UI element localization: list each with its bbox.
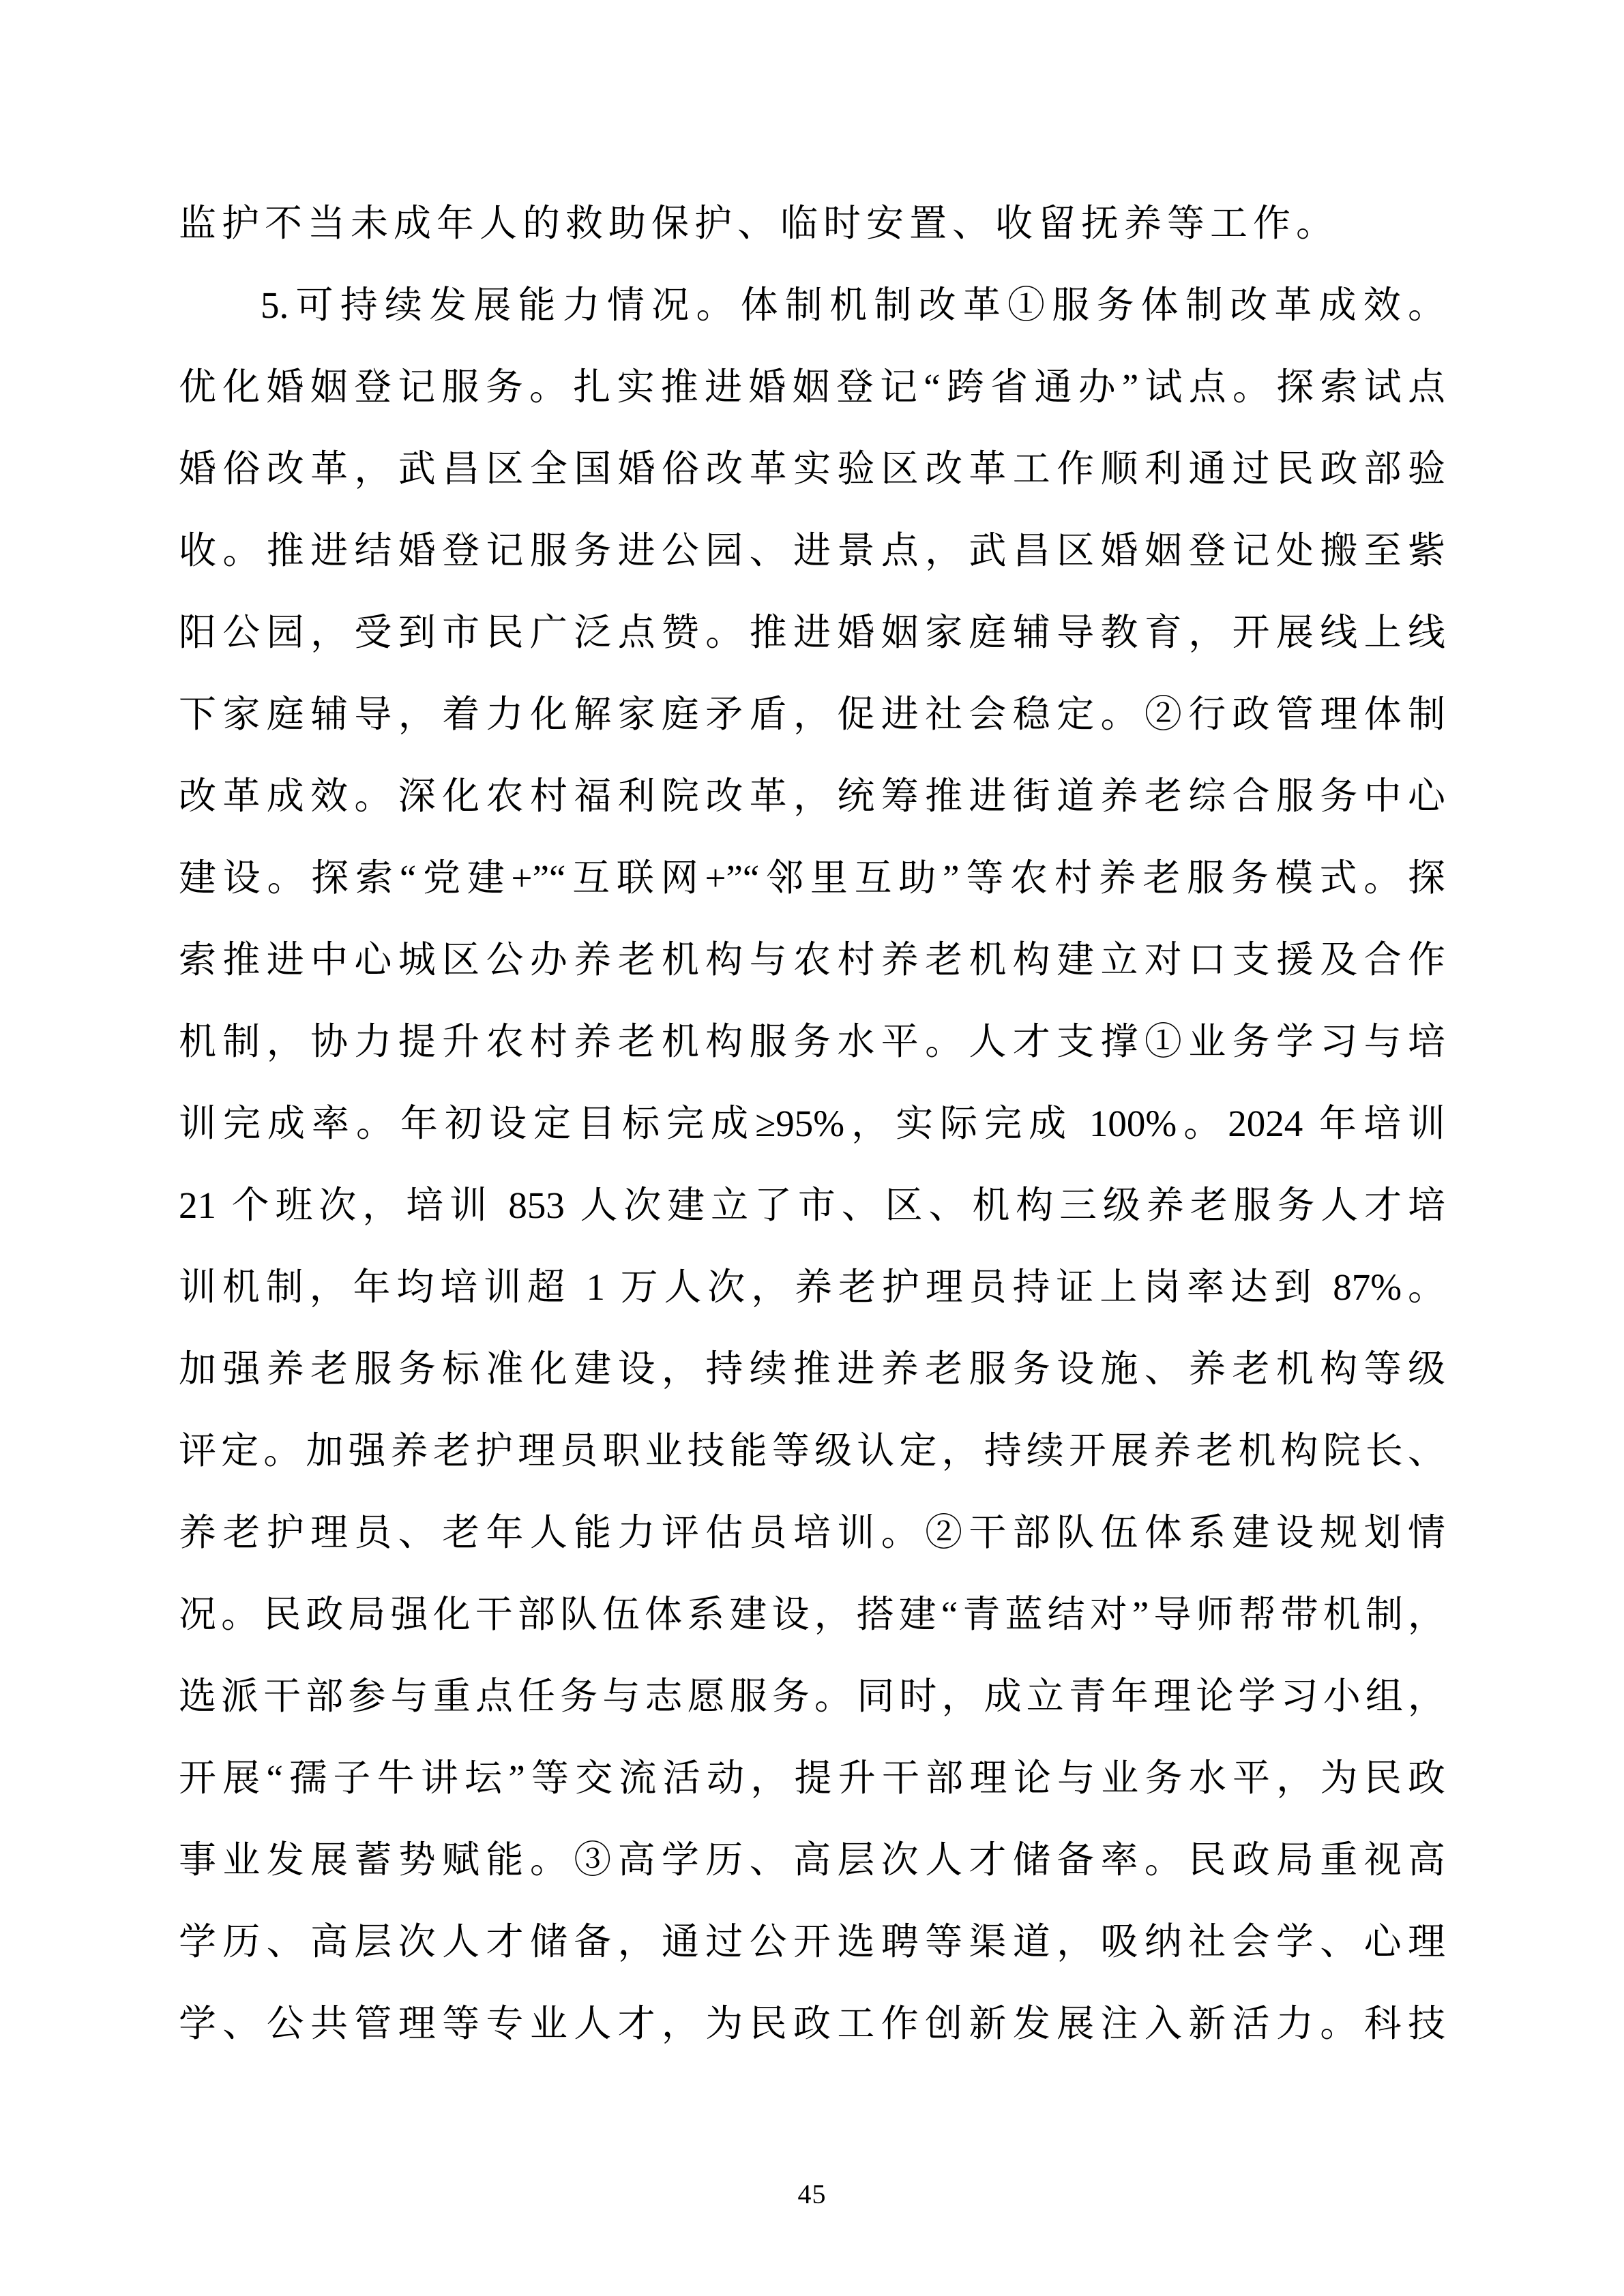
text-line: 学历、高层次人才储备，通过公开选聘等渠道，吸纳社会学、心理 — [179, 1921, 1445, 1963]
text-line: 婚俗改革，武昌区全国婚俗改革实验区改革工作顺利通过民政部验 — [179, 448, 1445, 490]
text-line: 改革成效。深化农村福利院改革，统筹推进街道养老综合服务中心 — [179, 775, 1445, 817]
text-line: 建设。探索“党建+”“互联网+”“邻里互助”等农村养老服务模式。探 — [179, 857, 1445, 899]
text-line: 训机制，年均培训超 1 万人次，养老护理员持证上岗率达到 87%。 — [179, 1266, 1445, 1308]
text-line: 训完成率。年初设定目标完成≥95%，实际完成 100%。2024 年培训 — [179, 1103, 1445, 1144]
text-line: 养老护理员、老年人能力评估员培训。②干部队伍体系建设规划情 — [179, 1512, 1445, 1553]
text-line: 索推进中心城区公办养老机构与农村养老机构建立对口支援及合作 — [179, 939, 1445, 981]
text-line: 开展“孺子牛讲坛”等交流活动，提升干部理论与业务水平，为民政 — [179, 1757, 1445, 1799]
text-line: 阳公园，受到市民广泛点赞。推进婚姻家庭辅导教育，开展线上线 — [179, 612, 1445, 653]
document-body — [179, 183, 1445, 2065]
text-line: 21 个班次，培训 853 人次建立了市、区、机构三级养老服务人才培 — [179, 1184, 1445, 1226]
text-line: 评定。加强养老护理员职业技能等级认定，持续开展养老机构院长、 — [179, 1430, 1445, 1472]
text-line: 监护不当未成年人的救助保护、临时安置、收留抚养等工作。 — [179, 203, 1340, 244]
page-number: 45 — [797, 2179, 827, 2209]
text-line: 机制，协力提升农村养老机构服务水平。人才支撑①业务学习与培 — [179, 1021, 1445, 1062]
text-line: 收。推进结婚登记服务进公园、进景点，武昌区婚姻登记处搬至紫 — [179, 530, 1445, 571]
text-line: 下家庭辅导，着力化解家庭矛盾，促进社会稳定。②行政管理体制 — [179, 694, 1445, 735]
text-line: 优化婚姻登记服务。扎实推进婚姻登记“跨省通办”试点。探索试点 — [179, 366, 1445, 408]
text-line: 5.可持续发展能力情况。体制机制改革①服务体制改革成效。 — [261, 284, 1445, 326]
text-line: 事业发展蓄势赋能。③高学历、高层次人才储备率。民政局重视高 — [179, 1839, 1445, 1881]
text-line: 选派干部参与重点任务与志愿服务。同时，成立青年理论学习小组， — [179, 1675, 1445, 1717]
text-line: 加强养老服务标准化建设，持续推进养老服务设施、养老机构等级 — [179, 1348, 1445, 1390]
text-line: 况。民政局强化干部队伍体系建设，搭建“青蓝结对”导师帮带机制， — [179, 1594, 1445, 1635]
text-line: 学、公共管理等专业人才，为民政工作创新发展注入新活力。科技 — [179, 2003, 1445, 2044]
